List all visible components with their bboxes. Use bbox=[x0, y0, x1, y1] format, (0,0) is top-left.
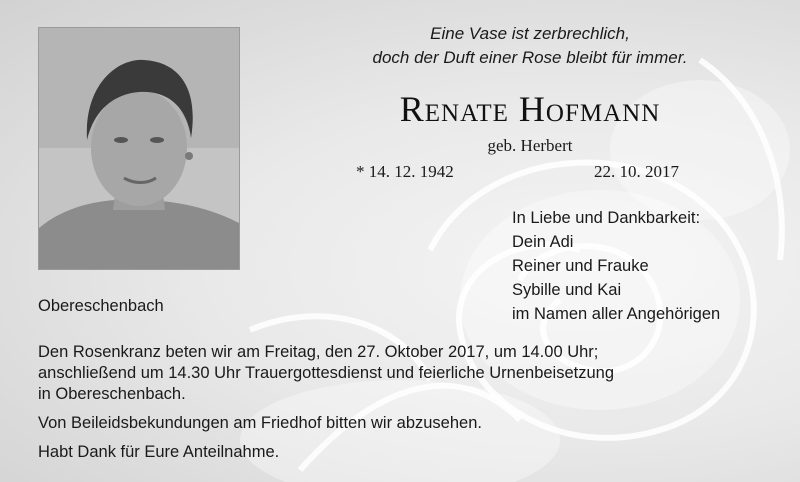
service-line-1: Den Rosenkranz beten wir am Freitag, den 27. Oktober 2017, um 14.00 Uhr; bbox=[38, 343, 599, 361]
maiden-name: geb. Herbert bbox=[487, 136, 573, 155]
birth-date: * 14. 12. 1942 bbox=[356, 162, 454, 181]
mourners-list bbox=[512, 206, 720, 326]
service-paragraph bbox=[38, 342, 758, 405]
deceased-name: Renate Hofmann bbox=[399, 89, 661, 129]
hometown: Obereschenbach bbox=[38, 297, 164, 315]
service-line-2: anschließend um 14.30 Uhr Trauergottesdienst und feierliche Urnenbeisetzung bbox=[38, 364, 615, 382]
quote-line-2: doch der Duft einer Rose bleibt für immer. bbox=[372, 48, 688, 67]
mourner-entry: Reiner und Frauke bbox=[512, 257, 649, 275]
service-notice bbox=[38, 342, 758, 471]
service-line-3: in Obereschenbach. bbox=[38, 385, 186, 403]
mourners-heading: In Liebe und Dankbarkeit: bbox=[512, 209, 701, 227]
death-date: 22. 10. 2017 bbox=[594, 162, 679, 181]
mourner-entry: Dein Adi bbox=[512, 233, 574, 251]
quote-line-1: Eine Vase ist zerbrechlich, bbox=[430, 24, 630, 43]
mourner-entry: im Namen aller Angehörigen bbox=[512, 305, 721, 323]
mourner-entry: Sybille und Kai bbox=[512, 281, 622, 299]
thanks-note: Habt Dank für Eure Anteilnahme. bbox=[38, 443, 280, 461]
quote-verse bbox=[330, 22, 730, 70]
condolence-note: Von Beileidsbekundungen am Friedhof bitten wir abzusehen. bbox=[38, 414, 482, 432]
portrait-photo bbox=[38, 27, 240, 270]
